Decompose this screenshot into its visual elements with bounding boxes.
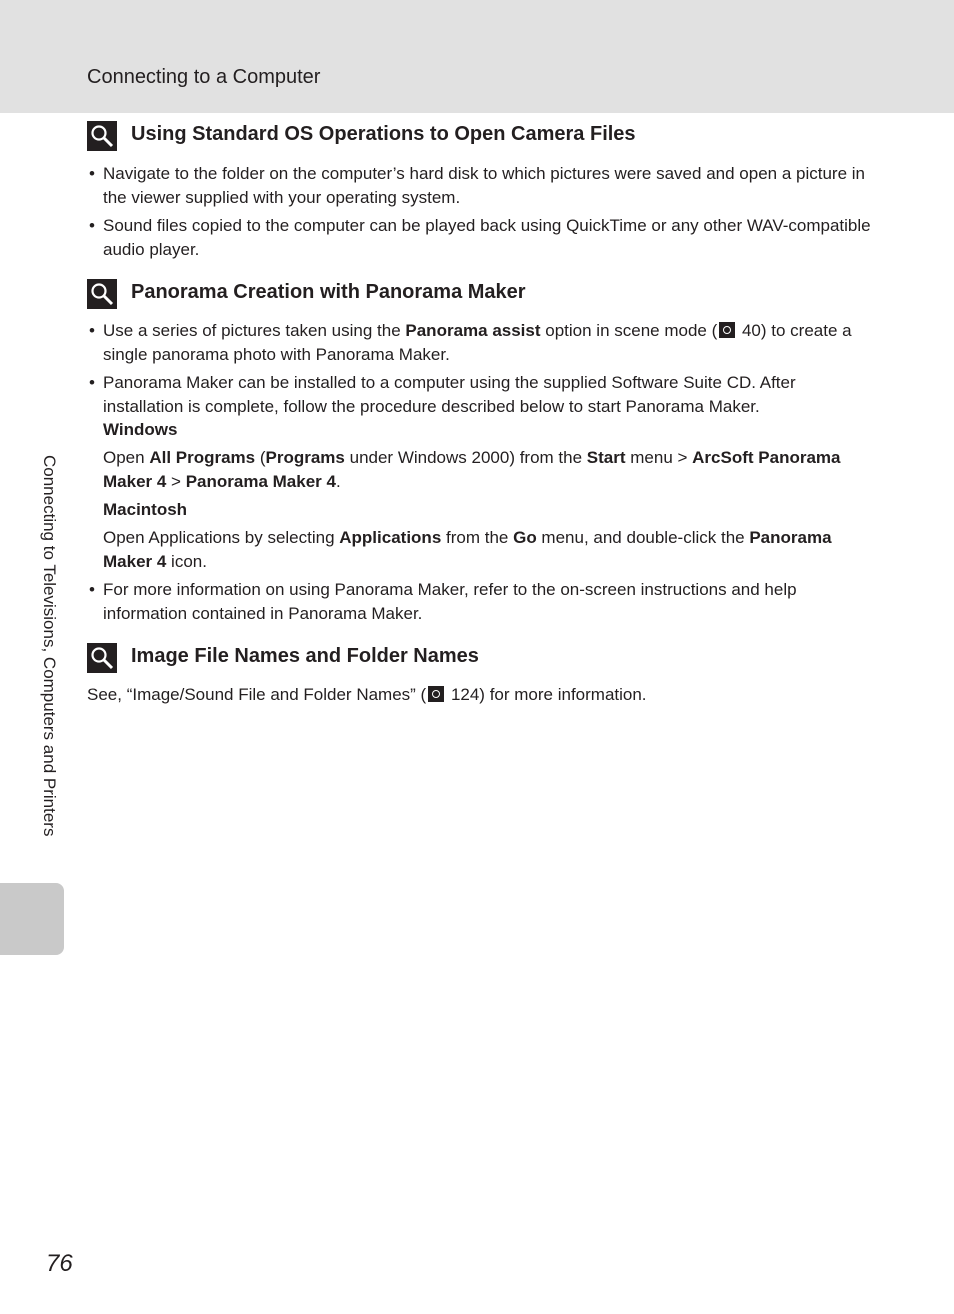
windows-heading: Windows: [103, 420, 178, 439]
page-reference-icon: [428, 686, 444, 702]
bullet-list-3: [87, 578, 877, 630]
bold-run: All Programs: [149, 448, 256, 467]
bold-run: Go: [513, 528, 537, 547]
text-run: menu >: [625, 448, 693, 467]
note-magnifier-icon: [87, 643, 117, 673]
see-reference-line: [87, 683, 647, 707]
section-title: Image File Names and Folder Names: [131, 645, 479, 667]
bullet-marker: •: [89, 164, 95, 183]
list-item: [87, 319, 877, 367]
text-run: icon.: [166, 552, 207, 571]
text-run: 124) for more information.: [446, 685, 647, 704]
chapter-header-title: Connecting to a Computer: [87, 66, 321, 88]
bold-run: Panorama Maker 4: [103, 528, 832, 571]
text-run: >: [166, 472, 186, 491]
bullet-marker: •: [89, 580, 95, 599]
text-run: .: [335, 472, 341, 491]
page-number: 76: [46, 1250, 73, 1277]
bold-run: ArcSoft Panorama Maker 4: [103, 448, 841, 491]
mac-heading: Macintosh: [103, 500, 188, 519]
list-item: [87, 371, 877, 419]
text-run: (: [255, 448, 266, 467]
bold-run: Programs: [265, 448, 345, 467]
list-item: [87, 162, 877, 210]
page-reference-icon: [719, 322, 735, 338]
section-title: Using Standard OS Operations to Open Camera Files: [131, 123, 636, 145]
text-run: 40) to create a single panorama photo with Panorama Maker.: [103, 321, 852, 364]
note-magnifier-icon: [87, 121, 117, 151]
windows-instructions: [103, 446, 873, 494]
text-run: Open Applications by selecting: [103, 528, 340, 547]
bullet-marker: •: [89, 321, 95, 340]
mac-block: [103, 498, 873, 574]
text-run: See, “Image/Sound File and Folder Names” (: [87, 685, 427, 704]
note-magnifier-icon: [87, 279, 117, 309]
text-run: option in scene mode (: [540, 321, 718, 340]
text-run: from the: [441, 528, 514, 547]
text-run: Open: [103, 448, 150, 467]
section-title: Panorama Creation with Panorama Maker: [131, 281, 526, 303]
list-item-text: For more information on using Panorama Maker, refer to the on-screen instructions and help information contained in Panorama Maker.: [103, 580, 797, 623]
text-run: menu, and double-click the: [536, 528, 750, 547]
list-item-text: Navigate to the folder on the computer’s hard disk to which pictures were saved and open a picture in the viewer supplied with your operating system.: [103, 164, 865, 207]
list-item-text: Sound files copied to the computer can be played back using QuickTime or any other WAV-compatible audio player.: [103, 216, 871, 259]
side-chapter-tab: [0, 883, 64, 955]
list-item-text: Panorama Maker can be installed to a computer using the supplied Software Suite CD. After installation is complete, follow the procedure described below to start Panorama Maker.: [103, 373, 796, 416]
bullet-list-2: [87, 319, 877, 423]
side-chapter-label: Connecting to Televisions, Computers and Printers: [40, 455, 59, 837]
bold-run: Panorama assist: [405, 321, 541, 340]
windows-block: [103, 418, 873, 494]
list-item: [87, 578, 877, 626]
list-item: [87, 214, 877, 262]
bullet-marker: •: [89, 216, 95, 235]
bold-run: Applications: [339, 528, 442, 547]
text-run: under Windows 2000) from the: [344, 448, 587, 467]
text-run: Use a series of pictures taken using the: [103, 321, 406, 340]
mac-instructions: [103, 526, 873, 574]
bold-run: Start: [586, 448, 626, 467]
bullet-list-1: [87, 162, 877, 266]
bold-run: Panorama Maker 4: [185, 472, 336, 491]
bullet-marker: •: [89, 373, 95, 392]
header-band: [0, 0, 954, 113]
